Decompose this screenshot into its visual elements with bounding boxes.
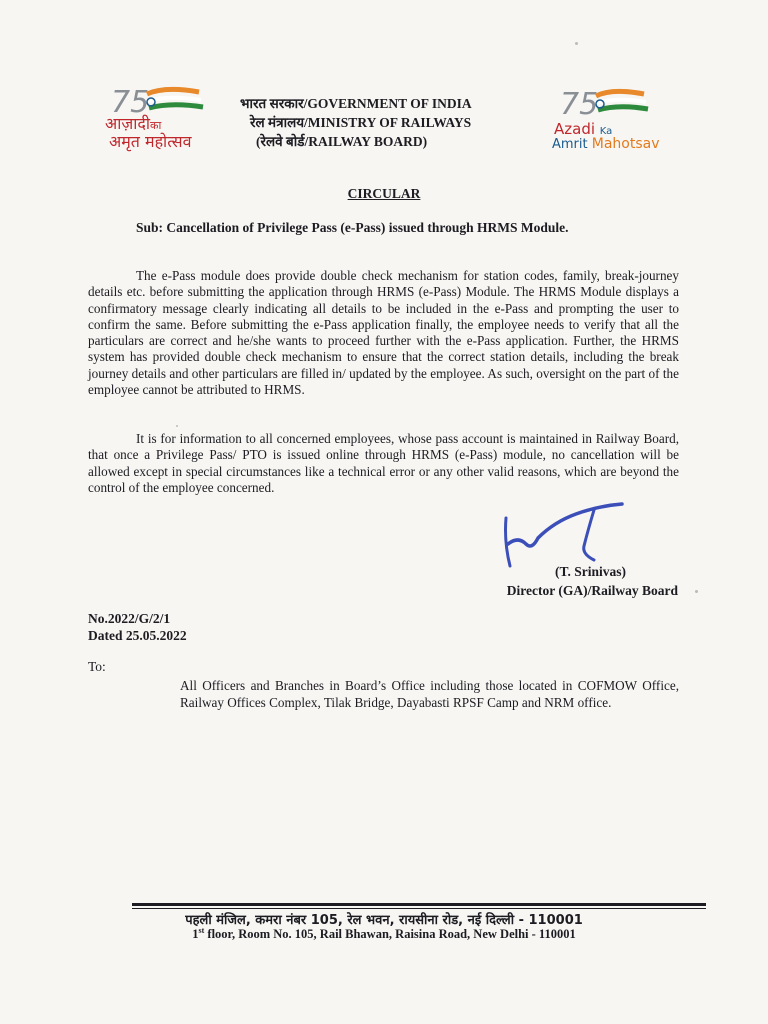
signatory-designation: Director (GA)/Railway Board <box>506 583 678 598</box>
header-government: भारत सरकार/GOVERNMENT OF INDIA <box>240 96 472 111</box>
svg-text:75: 75 <box>560 87 599 122</box>
footer-divider <box>132 903 706 906</box>
addressee-list: All Officers and Branches in Board’s Office including those located in COFMOW Office, Railway Offices Complex, Tilak Bridge, Dayabasti RPSF Camp and NRM office. <box>180 678 679 710</box>
footer-address-hindi: पहली मंजिल, कमरा नंबर 105, रेल भवन, रायसीना रोड, नई दिल्ली - 110001 <box>185 913 583 928</box>
logo-hindi-line2: अमृत महोत्सव <box>109 132 192 151</box>
signatory-name: (T. Srinivas) <box>554 564 626 579</box>
logo-hindi-line1: आज़ादीका <box>105 114 162 133</box>
logo-75-emblem-icon <box>548 84 678 124</box>
scan-speck <box>575 42 578 45</box>
government-header <box>240 94 530 151</box>
azadi-ka-amrit-mahotsav-logo-english <box>548 84 678 156</box>
circular-subject: Sub: Cancellation of Privilege Pass (e-Pass) issued through HRMS Module. <box>136 220 569 235</box>
to-label: To: <box>88 659 106 674</box>
logo-english-line2: Amrit Mahotsav <box>552 136 660 152</box>
scan-speck <box>695 590 698 593</box>
scan-speck <box>176 425 178 427</box>
header-railway-board: (रेलवे बोर्ड/RAILWAY BOARD) <box>256 134 428 149</box>
body-paragraph-1: The e-Pass module does provide double check mechanism for station codes, family, break-journey details etc. before submitting the application through HRMS (e-Pass) Module. The HRMS Module displays a confirmatory message clearly indicating all details to be included in the e-Pass and prompting the user to confirm the same. Before submitting the e-Pass application finally, the employee needs to verify that all the particulars are correct and he/she wants to proceed further with the e-Pass application. Further, the HRMS system has provided double check mechanism to ensure that the correct station details, including the break journey details and other particulars are filled in/ updated by the employee. As such, oversight on the part of the employee cannot be attributed to HRMS. <box>88 268 679 398</box>
logo-english-line1: Azadi Ka <box>554 120 613 138</box>
signatory-block <box>507 562 678 600</box>
azadi-ka-amrit-mahotsav-logo-hindi <box>103 82 228 154</box>
footer-divider-thin <box>132 908 706 909</box>
reference-block <box>88 610 187 644</box>
body-paragraph-2: It is for information to all concerned employees, whose pass account is maintained in Railway Board, that once a Privilege Pass/ PTO is issued online through HRMS (e-Pass) module, no cancellation will be allowed except in special circumstances like a technical error or any other valid reasons, which are beyond the control of the employee concerned. <box>88 431 679 495</box>
reference-number: No.2022/G/2/1 <box>88 611 171 626</box>
footer-address-english: 1st floor, Room No. 105, Rail Bhawan, Raisina Road, New Delhi - 110001 <box>192 926 576 942</box>
svg-text:75: 75 <box>111 85 150 120</box>
reference-date: Dated 25.05.2022 <box>88 628 187 643</box>
header-ministry: रेल मंत्रालय/MINISTRY OF RAILWAYS <box>250 115 472 130</box>
circular-title: CIRCULAR <box>347 186 421 201</box>
